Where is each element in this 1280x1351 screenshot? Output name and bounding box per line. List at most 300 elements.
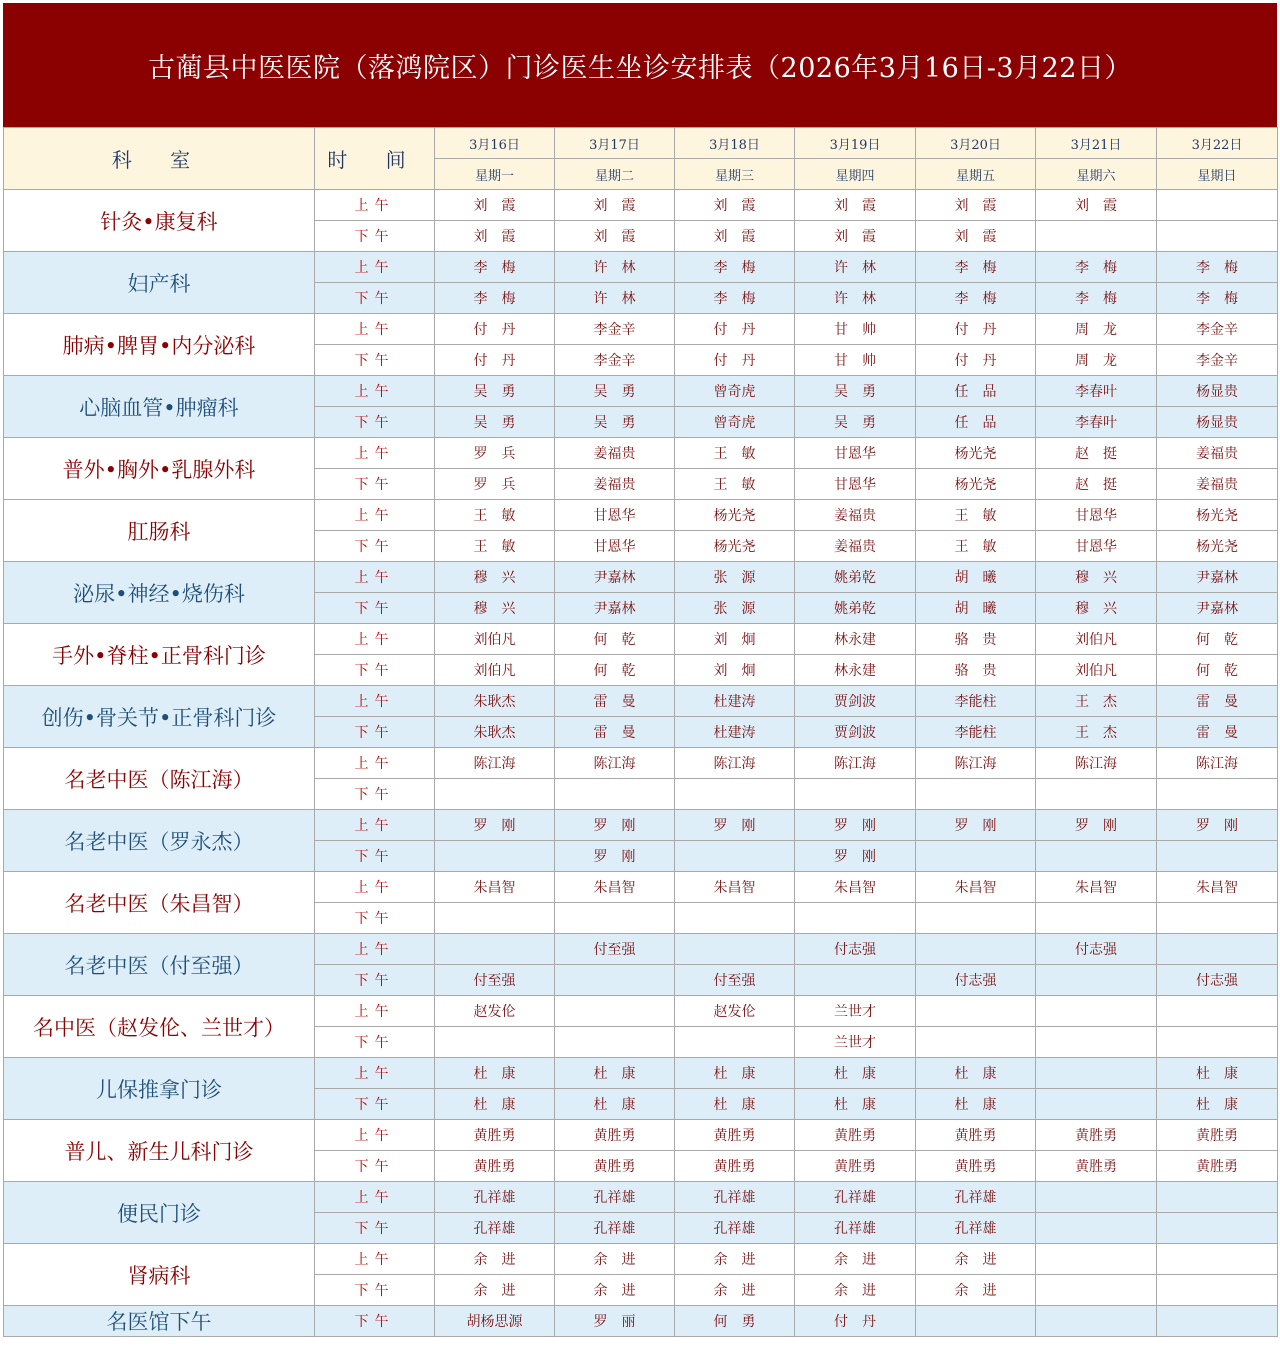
doctor-cell: 刘 炯: [675, 655, 795, 686]
table-row: [4, 376, 1278, 407]
doctor-cell: 黄胜勇: [555, 1151, 675, 1182]
doctor-cell: 姜福贵: [555, 438, 675, 469]
doctor-cell: [1036, 1058, 1157, 1089]
doctor-cell: 穆 兴: [1036, 593, 1157, 624]
table-row: [4, 686, 1278, 717]
doctor-cell: 王 敏: [675, 469, 795, 500]
doctor-cell: 赵 挺: [1036, 438, 1157, 469]
doctor-cell: [1157, 1182, 1278, 1213]
doctor-cell: 兰世才: [795, 1027, 916, 1058]
doctor-cell: 付至强: [675, 965, 795, 996]
doctor-cell: 吴 勇: [795, 376, 916, 407]
doctor-cell: 付 丹: [795, 1306, 916, 1337]
doctor-cell: 李 梅: [1036, 252, 1157, 283]
time-slot-cell: 下午: [315, 469, 435, 500]
doctor-cell: 甘恩华: [795, 438, 916, 469]
doctor-cell: 姜福贵: [795, 531, 916, 562]
doctor-cell: [795, 965, 916, 996]
doctor-cell: 杜 康: [435, 1058, 555, 1089]
department-cell: 名中医（赵发伦、兰世才）: [4, 996, 315, 1058]
doctor-cell: 孔祥雄: [555, 1213, 675, 1244]
doctor-cell: 王 敏: [916, 531, 1036, 562]
doctor-cell: 何 勇: [675, 1306, 795, 1337]
doctor-cell: 李能柱: [916, 717, 1036, 748]
table-row: [4, 996, 1278, 1027]
doctor-cell: 付 丹: [435, 314, 555, 345]
time-slot-cell: 下午: [315, 779, 435, 810]
doctor-cell: 曾奇虎: [675, 376, 795, 407]
time-slot-cell: 下午: [315, 407, 435, 438]
doctor-cell: 罗 刚: [435, 810, 555, 841]
doctor-cell: [435, 903, 555, 934]
header-time: 时 间: [315, 128, 435, 190]
doctor-cell: 黄胜勇: [555, 1120, 675, 1151]
time-slot-cell: 下午: [315, 1306, 435, 1337]
doctor-cell: 杜 康: [555, 1089, 675, 1120]
doctor-cell: 罗 刚: [555, 841, 675, 872]
schedule-table: [3, 127, 1278, 1337]
time-slot-cell: 下午: [315, 221, 435, 252]
doctor-cell: 孔祥雄: [675, 1182, 795, 1213]
time-slot-cell: 上午: [315, 438, 435, 469]
doctor-cell: 王 敏: [916, 500, 1036, 531]
time-slot-cell: 下午: [315, 841, 435, 872]
doctor-cell: 余 进: [795, 1244, 916, 1275]
header-weekday: 星期一: [435, 159, 555, 190]
doctor-cell: 付 丹: [916, 345, 1036, 376]
table-row: [4, 500, 1278, 531]
doctor-cell: 胡 曦: [916, 593, 1036, 624]
doctor-cell: [1036, 965, 1157, 996]
doctor-cell: 朱昌智: [1036, 872, 1157, 903]
doctor-cell: 陈江海: [1157, 748, 1278, 779]
doctor-cell: 李金辛: [555, 345, 675, 376]
table-header: [4, 128, 1278, 190]
doctor-cell: 罗 兵: [435, 469, 555, 500]
doctor-cell: 孔祥雄: [675, 1213, 795, 1244]
doctor-cell: 杨光尧: [916, 469, 1036, 500]
doctor-cell: 杜 康: [675, 1058, 795, 1089]
department-cell: 妇产科: [4, 252, 315, 314]
time-slot-cell: 上午: [315, 996, 435, 1027]
department-cell: 肛肠科: [4, 500, 315, 562]
doctor-cell: 甘恩华: [1036, 500, 1157, 531]
doctor-cell: [916, 841, 1036, 872]
table-row: [4, 934, 1278, 965]
table-row: [4, 624, 1278, 655]
header-dept: 科 室: [4, 128, 315, 190]
doctor-cell: 黄胜勇: [1036, 1151, 1157, 1182]
doctor-cell: 罗 兵: [435, 438, 555, 469]
header-date: 3月18日: [675, 128, 795, 159]
time-slot-cell: 上午: [315, 1182, 435, 1213]
doctor-cell: 陈江海: [916, 748, 1036, 779]
doctor-cell: 李春叶: [1036, 407, 1157, 438]
doctor-cell: 穆 兴: [435, 593, 555, 624]
doctor-cell: 姜福贵: [795, 500, 916, 531]
doctor-cell: 余 进: [795, 1275, 916, 1306]
department-cell: 肾病科: [4, 1244, 315, 1306]
doctor-cell: 吴 勇: [435, 376, 555, 407]
doctor-cell: 陈江海: [435, 748, 555, 779]
doctor-cell: 陈江海: [795, 748, 916, 779]
doctor-cell: 刘 霞: [675, 190, 795, 221]
doctor-cell: 李金辛: [555, 314, 675, 345]
doctor-cell: 林永建: [795, 624, 916, 655]
doctor-cell: 黄胜勇: [1036, 1120, 1157, 1151]
doctor-cell: 刘 霞: [795, 221, 916, 252]
doctor-cell: 付志强: [1157, 965, 1278, 996]
doctor-cell: 刘 霞: [435, 190, 555, 221]
header-weekday: 星期五: [916, 159, 1036, 190]
time-slot-cell: 上午: [315, 252, 435, 283]
doctor-cell: [1157, 1306, 1278, 1337]
doctor-cell: 黄胜勇: [675, 1120, 795, 1151]
doctor-cell: 甘恩华: [795, 469, 916, 500]
doctor-cell: 罗 刚: [1036, 810, 1157, 841]
time-slot-cell: 上午: [315, 314, 435, 345]
doctor-cell: 刘 霞: [1036, 190, 1157, 221]
doctor-cell: 吴 勇: [555, 376, 675, 407]
doctor-cell: [916, 903, 1036, 934]
header-date: 3月19日: [795, 128, 916, 159]
doctor-cell: 李春叶: [1036, 376, 1157, 407]
doctor-cell: 付志强: [916, 965, 1036, 996]
doctor-cell: 杜 康: [435, 1089, 555, 1120]
doctor-cell: [1157, 190, 1278, 221]
doctor-cell: 付 丹: [675, 314, 795, 345]
doctor-cell: [1036, 903, 1157, 934]
table-row: [4, 1182, 1278, 1213]
time-slot-cell: 下午: [315, 283, 435, 314]
department-cell: 名老中医（陈江海）: [4, 748, 315, 810]
time-slot-cell: 下午: [315, 593, 435, 624]
doctor-cell: 刘 炯: [675, 624, 795, 655]
doctor-cell: [916, 1027, 1036, 1058]
schedule-title: 古蔺县中医医院（落鸿院区）门诊医生坐诊安排表（2026年3月16日-3月22日）: [3, 3, 1277, 127]
doctor-cell: [675, 903, 795, 934]
doctor-cell: 朱昌智: [916, 872, 1036, 903]
doctor-cell: 付志强: [1036, 934, 1157, 965]
doctor-cell: 吴 勇: [795, 407, 916, 438]
time-slot-cell: 上午: [315, 624, 435, 655]
doctor-cell: 罗 刚: [1157, 810, 1278, 841]
table-row: [4, 190, 1278, 221]
doctor-cell: [1157, 934, 1278, 965]
doctor-cell: 孔祥雄: [916, 1182, 1036, 1213]
doctor-cell: 吴 勇: [435, 407, 555, 438]
doctor-cell: 雷 曼: [1157, 686, 1278, 717]
doctor-cell: 罗 丽: [555, 1306, 675, 1337]
doctor-cell: 何 乾: [1157, 624, 1278, 655]
doctor-cell: 余 进: [916, 1275, 1036, 1306]
doctor-cell: 黄胜勇: [675, 1151, 795, 1182]
doctor-cell: 陈江海: [555, 748, 675, 779]
time-slot-cell: 下午: [315, 345, 435, 376]
doctor-cell: 周 龙: [1036, 314, 1157, 345]
doctor-cell: 朱昌智: [555, 872, 675, 903]
doctor-cell: 杨显贵: [1157, 407, 1278, 438]
doctor-cell: 任 品: [916, 376, 1036, 407]
doctor-cell: 黄胜勇: [435, 1151, 555, 1182]
doctor-cell: 姜福贵: [1157, 469, 1278, 500]
doctor-cell: 罗 刚: [795, 841, 916, 872]
doctor-cell: 吴 勇: [555, 407, 675, 438]
doctor-cell: 朱耿杰: [435, 686, 555, 717]
doctor-cell: 黄胜勇: [1157, 1151, 1278, 1182]
doctor-cell: 李 梅: [675, 252, 795, 283]
doctor-cell: [555, 1027, 675, 1058]
doctor-cell: 甘 帅: [795, 314, 916, 345]
doctor-cell: [1036, 1027, 1157, 1058]
doctor-cell: [675, 779, 795, 810]
doctor-cell: [555, 903, 675, 934]
time-slot-cell: 上午: [315, 686, 435, 717]
doctor-cell: 雷 曼: [555, 717, 675, 748]
doctor-cell: 杜 康: [916, 1089, 1036, 1120]
doctor-cell: 胡 曦: [916, 562, 1036, 593]
doctor-cell: 罗 刚: [555, 810, 675, 841]
doctor-cell: [675, 1027, 795, 1058]
doctor-cell: 朱昌智: [795, 872, 916, 903]
doctor-cell: 杜 康: [916, 1058, 1036, 1089]
doctor-cell: 杜建涛: [675, 686, 795, 717]
doctor-cell: 孔祥雄: [916, 1213, 1036, 1244]
doctor-cell: 付志强: [795, 934, 916, 965]
doctor-cell: 杜 康: [1157, 1058, 1278, 1089]
department-cell: 泌尿•神经•烧伤科: [4, 562, 315, 624]
doctor-cell: 陈江海: [1036, 748, 1157, 779]
doctor-cell: 李 梅: [435, 252, 555, 283]
doctor-cell: 孔祥雄: [795, 1182, 916, 1213]
department-cell: 名老中医（罗永杰）: [4, 810, 315, 872]
doctor-cell: [1157, 1244, 1278, 1275]
doctor-cell: 赵 挺: [1036, 469, 1157, 500]
doctor-cell: 许 林: [555, 252, 675, 283]
table-row: [4, 438, 1278, 469]
doctor-cell: 穆 兴: [435, 562, 555, 593]
doctor-cell: 姜福贵: [555, 469, 675, 500]
doctor-cell: 王 敏: [675, 438, 795, 469]
time-slot-cell: 上午: [315, 872, 435, 903]
doctor-cell: 刘 霞: [555, 190, 675, 221]
doctor-cell: 尹嘉林: [1157, 562, 1278, 593]
doctor-cell: 刘 霞: [795, 190, 916, 221]
time-slot-cell: 下午: [315, 965, 435, 996]
doctor-cell: [1036, 1182, 1157, 1213]
time-slot-cell: 下午: [315, 903, 435, 934]
doctor-cell: 尹嘉林: [555, 593, 675, 624]
time-slot-cell: 下午: [315, 531, 435, 562]
table-row: [4, 1058, 1278, 1089]
doctor-cell: 刘伯凡: [1036, 655, 1157, 686]
doctor-cell: 杜建涛: [675, 717, 795, 748]
time-slot-cell: 上午: [315, 748, 435, 779]
doctor-cell: [1036, 779, 1157, 810]
doctor-cell: 李 梅: [1157, 252, 1278, 283]
doctor-cell: [1157, 996, 1278, 1027]
doctor-cell: [1036, 996, 1157, 1027]
doctor-cell: [916, 779, 1036, 810]
doctor-cell: 甘恩华: [555, 500, 675, 531]
time-slot-cell: 上午: [315, 500, 435, 531]
header-date: 3月22日: [1157, 128, 1278, 159]
time-slot-cell: 上午: [315, 1244, 435, 1275]
doctor-cell: [795, 779, 916, 810]
doctor-cell: 姚弟乾: [795, 593, 916, 624]
department-cell: 名老中医（朱昌智）: [4, 872, 315, 934]
time-slot-cell: 上午: [315, 1120, 435, 1151]
doctor-cell: [1157, 779, 1278, 810]
doctor-cell: 黄胜勇: [795, 1151, 916, 1182]
doctor-cell: 林永建: [795, 655, 916, 686]
doctor-cell: 付 丹: [916, 314, 1036, 345]
doctor-cell: 黄胜勇: [795, 1120, 916, 1151]
doctor-cell: 甘恩华: [1036, 531, 1157, 562]
doctor-cell: 杜 康: [1157, 1089, 1278, 1120]
doctor-cell: 孔祥雄: [555, 1182, 675, 1213]
header-weekday: 星期二: [555, 159, 675, 190]
department-cell: 手外•脊柱•正骨科门诊: [4, 624, 315, 686]
doctor-cell: 胡杨思源: [435, 1306, 555, 1337]
doctor-cell: 何 乾: [555, 655, 675, 686]
doctor-cell: 穆 兴: [1036, 562, 1157, 593]
doctor-cell: 刘伯凡: [435, 624, 555, 655]
doctor-cell: [555, 965, 675, 996]
doctor-cell: 杨光尧: [1157, 531, 1278, 562]
table-row: [4, 1120, 1278, 1151]
doctor-cell: 贾剑波: [795, 717, 916, 748]
doctor-cell: 付 丹: [675, 345, 795, 376]
department-cell: 儿保推拿门诊: [4, 1058, 315, 1120]
doctor-cell: 尹嘉林: [1157, 593, 1278, 624]
time-slot-cell: 下午: [315, 655, 435, 686]
doctor-cell: 余 进: [916, 1244, 1036, 1275]
doctor-cell: 李 梅: [1036, 283, 1157, 314]
header-weekday: 星期四: [795, 159, 916, 190]
doctor-cell: 杜 康: [795, 1089, 916, 1120]
doctor-cell: 李能柱: [916, 686, 1036, 717]
doctor-cell: 陈江海: [675, 748, 795, 779]
doctor-cell: 赵发伦: [435, 996, 555, 1027]
time-slot-cell: 下午: [315, 1089, 435, 1120]
doctor-cell: 朱昌智: [435, 872, 555, 903]
doctor-cell: [435, 1027, 555, 1058]
department-cell: 肺病•脾胃•内分泌科: [4, 314, 315, 376]
header-weekday: 星期六: [1036, 159, 1157, 190]
doctor-cell: 甘 帅: [795, 345, 916, 376]
header-date: 3月16日: [435, 128, 555, 159]
time-slot-cell: 下午: [315, 1027, 435, 1058]
header-date: 3月20日: [916, 128, 1036, 159]
doctor-cell: 张 源: [675, 562, 795, 593]
department-cell: 名老中医（付至强）: [4, 934, 315, 996]
doctor-cell: 许 林: [555, 283, 675, 314]
time-slot-cell: 下午: [315, 1213, 435, 1244]
header-date: 3月17日: [555, 128, 675, 159]
table-row: [4, 252, 1278, 283]
doctor-cell: 黄胜勇: [1157, 1120, 1278, 1151]
department-cell: 针灸•康复科: [4, 190, 315, 252]
doctor-cell: 赵发伦: [675, 996, 795, 1027]
doctor-cell: 刘 霞: [435, 221, 555, 252]
doctor-cell: [1157, 903, 1278, 934]
doctor-cell: 许 林: [795, 252, 916, 283]
doctor-cell: 李金辛: [1157, 345, 1278, 376]
doctor-cell: 周 龙: [1036, 345, 1157, 376]
doctor-cell: [675, 841, 795, 872]
doctor-cell: 尹嘉林: [555, 562, 675, 593]
doctor-cell: [1157, 1213, 1278, 1244]
doctor-cell: [1036, 841, 1157, 872]
doctor-cell: 刘伯凡: [1036, 624, 1157, 655]
doctor-cell: [435, 934, 555, 965]
time-slot-cell: 下午: [315, 1151, 435, 1182]
doctor-cell: 罗 刚: [675, 810, 795, 841]
doctor-cell: 杨显贵: [1157, 376, 1278, 407]
doctor-cell: [1157, 841, 1278, 872]
doctor-cell: 朱昌智: [1157, 872, 1278, 903]
doctor-cell: 何 乾: [1157, 655, 1278, 686]
doctor-cell: [1157, 221, 1278, 252]
doctor-cell: 付至强: [435, 965, 555, 996]
doctor-cell: [1036, 221, 1157, 252]
time-slot-cell: 上午: [315, 810, 435, 841]
time-slot-cell: 上午: [315, 562, 435, 593]
doctor-cell: 杨光尧: [675, 500, 795, 531]
doctor-cell: [1036, 1306, 1157, 1337]
doctor-cell: [1036, 1244, 1157, 1275]
doctor-cell: [675, 934, 795, 965]
doctor-cell: 余 进: [435, 1244, 555, 1275]
department-cell: 便民门诊: [4, 1182, 315, 1244]
doctor-cell: [435, 841, 555, 872]
department-cell: 创伤•骨关节•正骨科门诊: [4, 686, 315, 748]
doctor-cell: 王 杰: [1036, 686, 1157, 717]
doctor-cell: [555, 996, 675, 1027]
table-row: [4, 810, 1278, 841]
doctor-cell: [916, 996, 1036, 1027]
doctor-cell: 孔祥雄: [435, 1213, 555, 1244]
doctor-cell: 李 梅: [916, 252, 1036, 283]
time-slot-cell: 下午: [315, 717, 435, 748]
doctor-cell: 朱昌智: [675, 872, 795, 903]
doctor-cell: 黄胜勇: [435, 1120, 555, 1151]
doctor-cell: 甘恩华: [555, 531, 675, 562]
table-row: [4, 562, 1278, 593]
doctor-cell: 黄胜勇: [916, 1151, 1036, 1182]
doctor-cell: 何 乾: [555, 624, 675, 655]
doctor-cell: 王 敏: [435, 531, 555, 562]
doctor-cell: [1157, 1027, 1278, 1058]
doctor-cell: 杜 康: [555, 1058, 675, 1089]
doctor-cell: 罗 刚: [795, 810, 916, 841]
doctor-cell: [1157, 1275, 1278, 1306]
doctor-cell: 李 梅: [1157, 283, 1278, 314]
table-row: [4, 1244, 1278, 1275]
time-slot-cell: 上午: [315, 190, 435, 221]
time-slot-cell: 下午: [315, 1275, 435, 1306]
doctor-cell: [916, 1306, 1036, 1337]
time-slot-cell: 上午: [315, 1058, 435, 1089]
doctor-cell: 李 梅: [675, 283, 795, 314]
doctor-cell: 杨光尧: [1157, 500, 1278, 531]
doctor-cell: 骆 贵: [916, 655, 1036, 686]
header-date: 3月21日: [1036, 128, 1157, 159]
time-slot-cell: 上午: [315, 376, 435, 407]
table-body: [4, 190, 1278, 1337]
doctor-cell: 刘 霞: [916, 190, 1036, 221]
